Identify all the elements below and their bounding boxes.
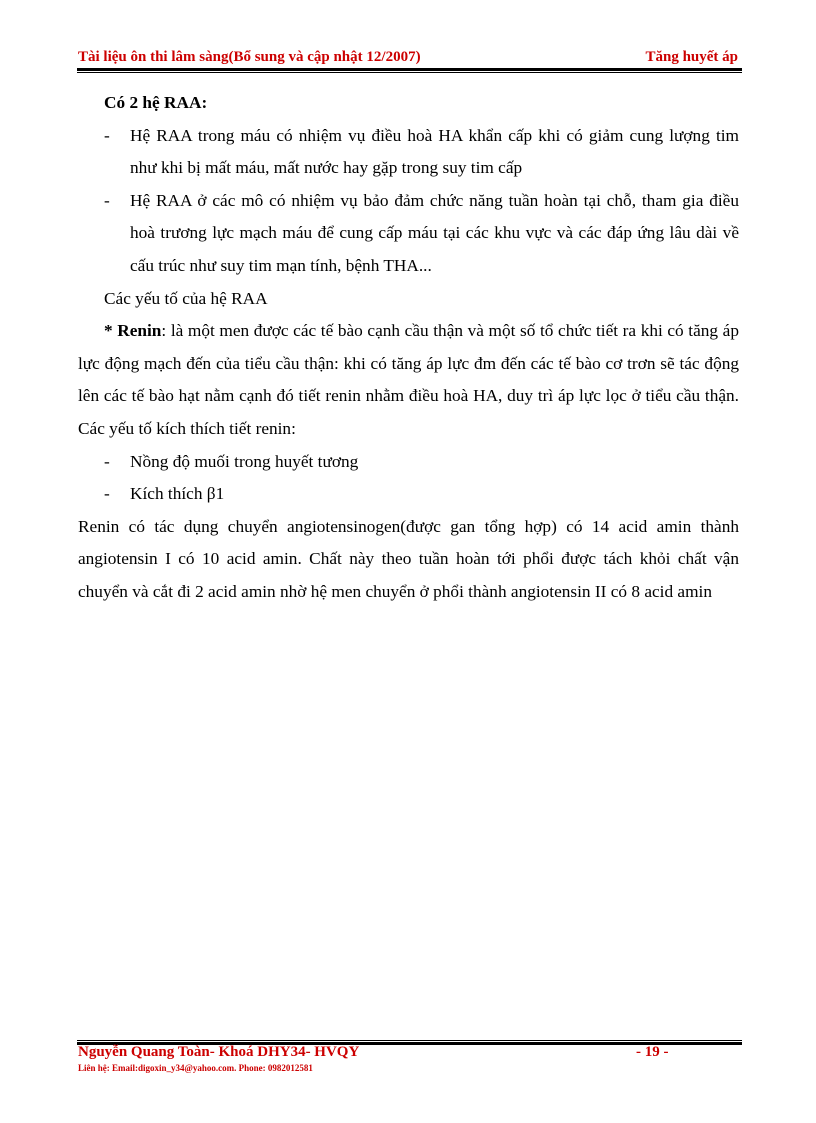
footer-author: Nguyễn Quang Toàn- Khoá DHY34- HVQY xyxy=(78,1044,360,1060)
dash-bullet: - xyxy=(104,125,110,145)
raa-list-item xyxy=(78,120,739,185)
section-heading: Có 2 hệ RAA: xyxy=(104,93,208,112)
header-document-title: Tài liệu ôn thi lâm sàng(Bổ sung và cập nhật 12/2007) xyxy=(78,49,421,65)
stimulus-list-item xyxy=(78,478,739,511)
stimulus-list-item xyxy=(78,446,739,479)
raa-list-item xyxy=(78,185,739,283)
stimulus-text: Kích thích β1 xyxy=(130,484,225,504)
header-divider xyxy=(77,68,742,73)
renin-label: * Renin xyxy=(104,321,162,341)
renin-paragraph xyxy=(78,315,739,445)
dash-bullet: - xyxy=(104,484,110,504)
raa-list-item-text: Hệ RAA ở các mô có nhiệm vụ bảo đảm chức năng tuần hoàn tại chỗ, tham gia điều hoà trương lực mạch máu để cung cấp máu tại các khu vực và các đáp ứng lâu dài về cấu trúc như suy tim mạn tính, bệnh THA... xyxy=(130,190,739,275)
conversion-paragraph: Renin có tác dụng chuyển angiotensinogen(được gan tổng hợp) có 14 acid amin thành angiotensin I có 10 acid amin. Chất này theo tuần hoàn tới phổi được tách khỏi chất vận chuyển và cắt đi 2 acid amin nhờ hệ men chuyển ở phổi thành angiotensin II có 8 acid amin xyxy=(78,516,739,601)
header-chapter-title: Tăng huyết áp xyxy=(645,49,738,65)
factors-title: Các yếu tố của hệ RAA xyxy=(104,288,268,308)
dash-bullet: - xyxy=(104,451,110,471)
page-body xyxy=(78,87,739,609)
dash-bullet: - xyxy=(104,190,110,210)
page-number: - 19 - xyxy=(636,1044,669,1060)
footer-contact: Liên hệ: Email:digoxin_y34@yahoo.com. Phone: 0982012581 xyxy=(78,1063,313,1073)
raa-list-item-text: Hệ RAA trong máu có nhiệm vụ điều hoà HA khẩn cấp khi có giảm cung lượng tim như khi bị mất máu, mất nước hay gặp trong suy tim cấp xyxy=(130,125,739,178)
stimulus-text: Nồng độ muối trong huyết tương xyxy=(130,451,359,471)
renin-text: : là một men được các tế bào cạnh cầu thận và một số tổ chức tiết ra khi có tăng áp lực động mạch đến của tiểu cầu thận: khi có tăng áp lực đm đến các tế bào cơ trơn sẽ tác động lên các tế bào hạt nằm cạnh đó tiết renin nhằm điều hoà HA, duy trì áp lực lọc ở tiểu cầu thận. Các yếu tố kích thích tiết renin: xyxy=(78,321,739,438)
